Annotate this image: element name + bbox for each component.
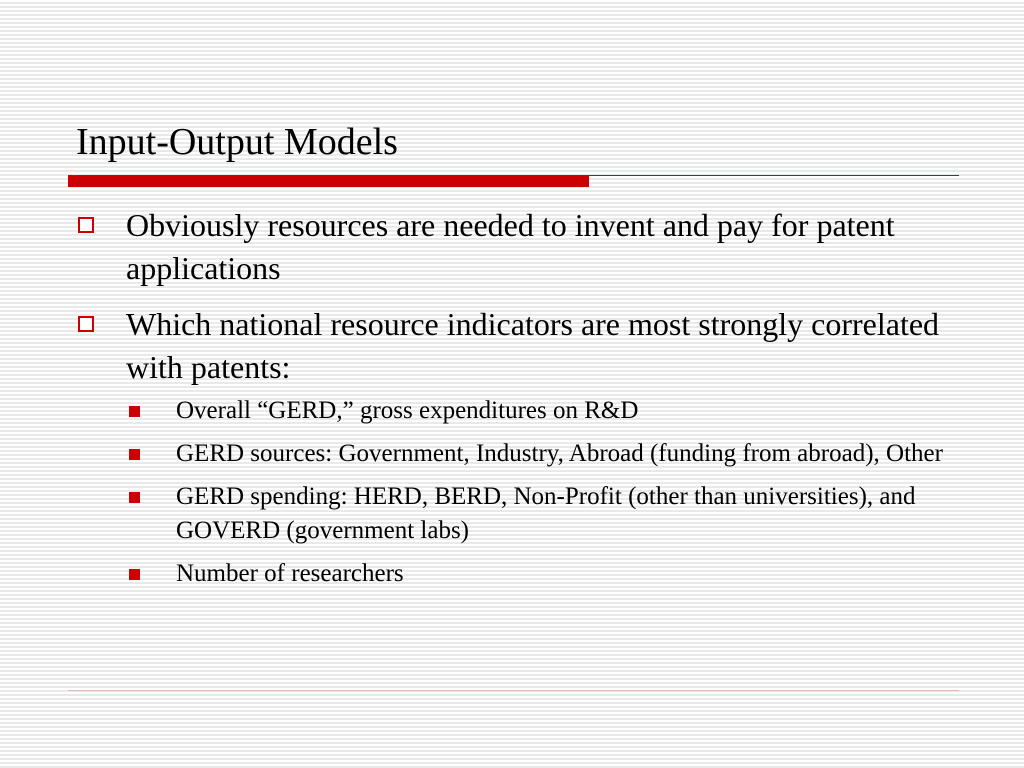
sub-bullet-text: Number of researchers	[176, 560, 404, 587]
sub-bullet-text: GERD sources: Government, Industry, Abroad (funding from abroad), Other	[176, 440, 943, 467]
sub-bullet-item	[126, 557, 956, 591]
sub-bullet-text: GERD spending: HERD, BERD, Non-Profit (other than universities), and GOVERD (government labs)	[176, 483, 916, 544]
bullet-text: Which national resource indicators are most strongly correlated with patents:	[126, 306, 940, 385]
filled-square-bullet-icon	[129, 449, 140, 460]
sub-bullet-item	[126, 480, 956, 548]
slide-body	[76, 204, 956, 600]
hollow-square-bullet-icon	[78, 217, 94, 233]
title-underline-rule	[589, 175, 959, 176]
slide-title: Input-Output Models	[76, 121, 398, 163]
filled-square-bullet-icon	[129, 492, 140, 503]
sub-bullet-text: Overall “GERD,” gross expenditures on R&D	[176, 397, 639, 424]
bullet-item	[76, 303, 956, 389]
sub-bullet-item	[126, 394, 956, 428]
title-underline-bar	[68, 175, 589, 187]
sub-bullet-item	[126, 437, 956, 471]
filled-square-bullet-icon	[129, 406, 140, 417]
sub-bullet-list	[76, 394, 956, 591]
footer-divider	[68, 690, 959, 691]
hollow-square-bullet-icon	[78, 316, 94, 332]
filled-square-bullet-icon	[129, 569, 140, 580]
bullet-item	[76, 204, 956, 290]
bullet-text: Obviously resources are needed to invent and pay for patent applications	[126, 207, 895, 286]
